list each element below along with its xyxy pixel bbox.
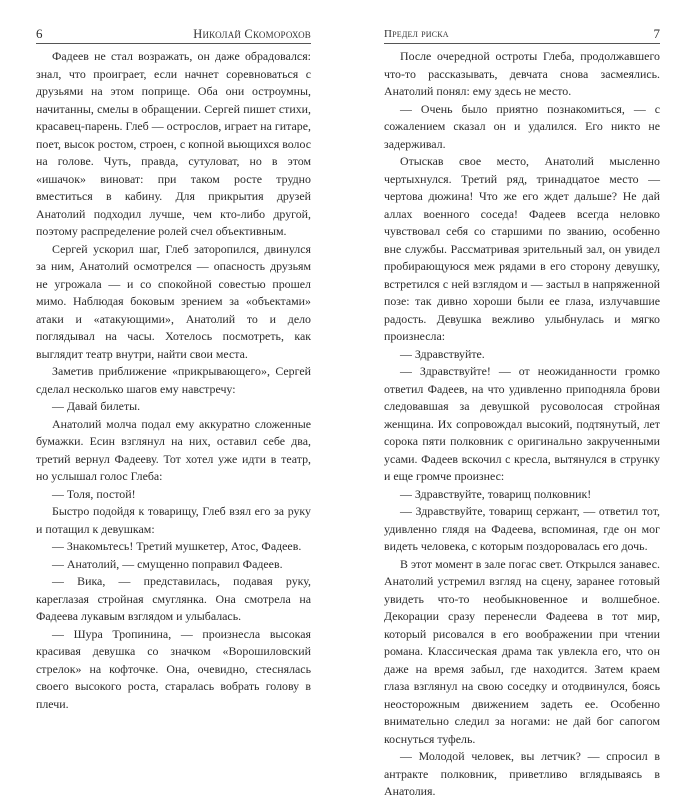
paragraph: Фадеев не стал возражать, он даже обрадовался: знал, что проиграет, если начнет соревноваться с друзьями на этом поприще. Оба они остроумны, начитанны, смелы в обращении. Сергей пишет стихи, красавец-парень. Глеб — острослов, играет на гитаре, поет, высок ростом, строен, с копной вьющихся волос на голове. Чуть, правда, сутуловат, но в этом «ишачок» виноват: при таком росте трудно вместиться в кабину. Для прикрытия друзей Анатолий подходил лучше, чем кто-либо другой, поэтому распределение ролей счел объективным. [36, 49, 311, 238]
paragraph: — Знакомьтесь! Третий мушкетер, Атос, Фадеев. [52, 539, 302, 553]
paragraph: Сергей ускорил шаг, Глеб заторопился, двинулся за ним, Анатолий осмотрелся — опасность друзьям не угрожала — и со спокойной совестью прошел мимо. Наблюдая боковым зрением за «объектами» атаки и «атакующими», Анатолий то и дело поглядывал на часы. Хотелось посмотреть, как выглядит театр внутри, найти свои места. [36, 241, 311, 361]
paragraph: — Давай билеты. [52, 399, 141, 413]
paragraph: — Толя, постой! [52, 486, 136, 501]
paragraph: После очередной остроты Глеба, продолжавшего что-то рассказывать, девчата снова засмеялись. Анатолий понял: ему здесь не место. [384, 49, 660, 98]
paragraph: — Анатолий, — смущенно поправил Фадеев. [52, 556, 283, 571]
paragraph: — Шура Тропинина, — произнесла высокая красивая девушка со значком «Ворошиловский стрелок» на кофточке. Она, очевидно, стеснялась своего высокого роста, старалась вобрать голову в плечи. [36, 626, 311, 711]
paragraph: Отыскав свое место, Анатолий мысленно чертыхнулся. Третий ряд, тринадцатое место — чертова дюжина! Что же его ждет дальше? Не дай аллах военного соседа! Фадеев всегда неловко чувствовал себя со старшими по званию, особенно вне службы. Рассматривая зрительный зал, он увидел пробирающуюся меж рядами в его сторону девушку, встретился с ней взглядом и — застыл в напряженной позе: так дивно хороши были ее глаза, излучавшие радость. Девушка вежливо улыбнулась и мягко произнесла: [384, 154, 660, 343]
left-page-header [36, 25, 311, 44]
page-number: 6 [36, 26, 43, 41]
paragraph: — Здравствуйте, товарищ сержант, — ответил тот, удивленно глядя на Фадеева, вспоминая, где он мог видеть человека, с которым поздоровалась его дочь. [384, 504, 660, 553]
paragraph: В этот момент в зале погас свет. Открылся занавес. Анатолий устремил взгляд на сцену, заранее готовый увидеть что-то необыкновенное и волшебное. Декорации сразу перенесли Фадеева в тот мир, который рисовался в его воображении при чтении романа. Классическая драма так увлекла его, что он даже на время забыл, где находится. Затем краем глаза взглянул на свою соседку и отодвинулся, боясь неосторожным движением задеть ее. Особенно внимательно следил за ногами: не дай бог сапогом коснуться туфель. [384, 556, 660, 746]
right-page-body [384, 48, 660, 801]
paragraph: Заметив приближение «прикрывающего», Сергей сделал несколько шагов ему навстречу: [36, 364, 311, 396]
paragraph: Анатолий молча подал ему аккуратно сложенные бумажки. Есин взглянул на них, оставил себе два, третий вернул Фадееву. Тот хотел уже идти в театр, но услышал голос Глеба: [36, 416, 311, 483]
left-page [0, 0, 346, 711]
paragraph: — Очень было приятно познакомиться, — с сожалением сказал он и удалился. Его никто не задерживал. [384, 101, 660, 151]
paragraph: Быстро подойдя к товарищу, Глеб взял его за руку и потащил к девушкам: [36, 504, 311, 536]
right-page [346, 0, 693, 798]
page-number: 7 [653, 26, 660, 41]
paragraph: — Вика, — представилась, подавая руку, кареглазая стройная смуглянка. Она смотрела на Фадеева лукавым взглядом и улыбалась. [36, 574, 311, 623]
left-page-body [36, 48, 311, 713]
running-head-author: Николай Скоморохов [193, 27, 311, 41]
paragraph: — Здравствуйте, товарищ полковник! [400, 486, 592, 501]
paragraph: — Здравствуйте! — от неожиданности громко ответил Фадеев, на что удивленно приподняла брови следовавшая за девушкой русоволосая стройная женщина. Их сопровождал высокий, подтянутый, лет сорока пяти полковник с оригинально закрученными усами. Фадеев вскочил с кресла, вытянулся в струнку и еще громче произнес: [384, 364, 660, 483]
right-page-header [384, 25, 660, 44]
paragraph: — Здравствуйте. [400, 346, 485, 361]
paragraph: — Молодой человек, вы летчик? — спросил в антракте полковник, приветливо вглядываясь в Анатолия. [384, 749, 660, 798]
running-head-title: Предел риска [384, 28, 449, 40]
